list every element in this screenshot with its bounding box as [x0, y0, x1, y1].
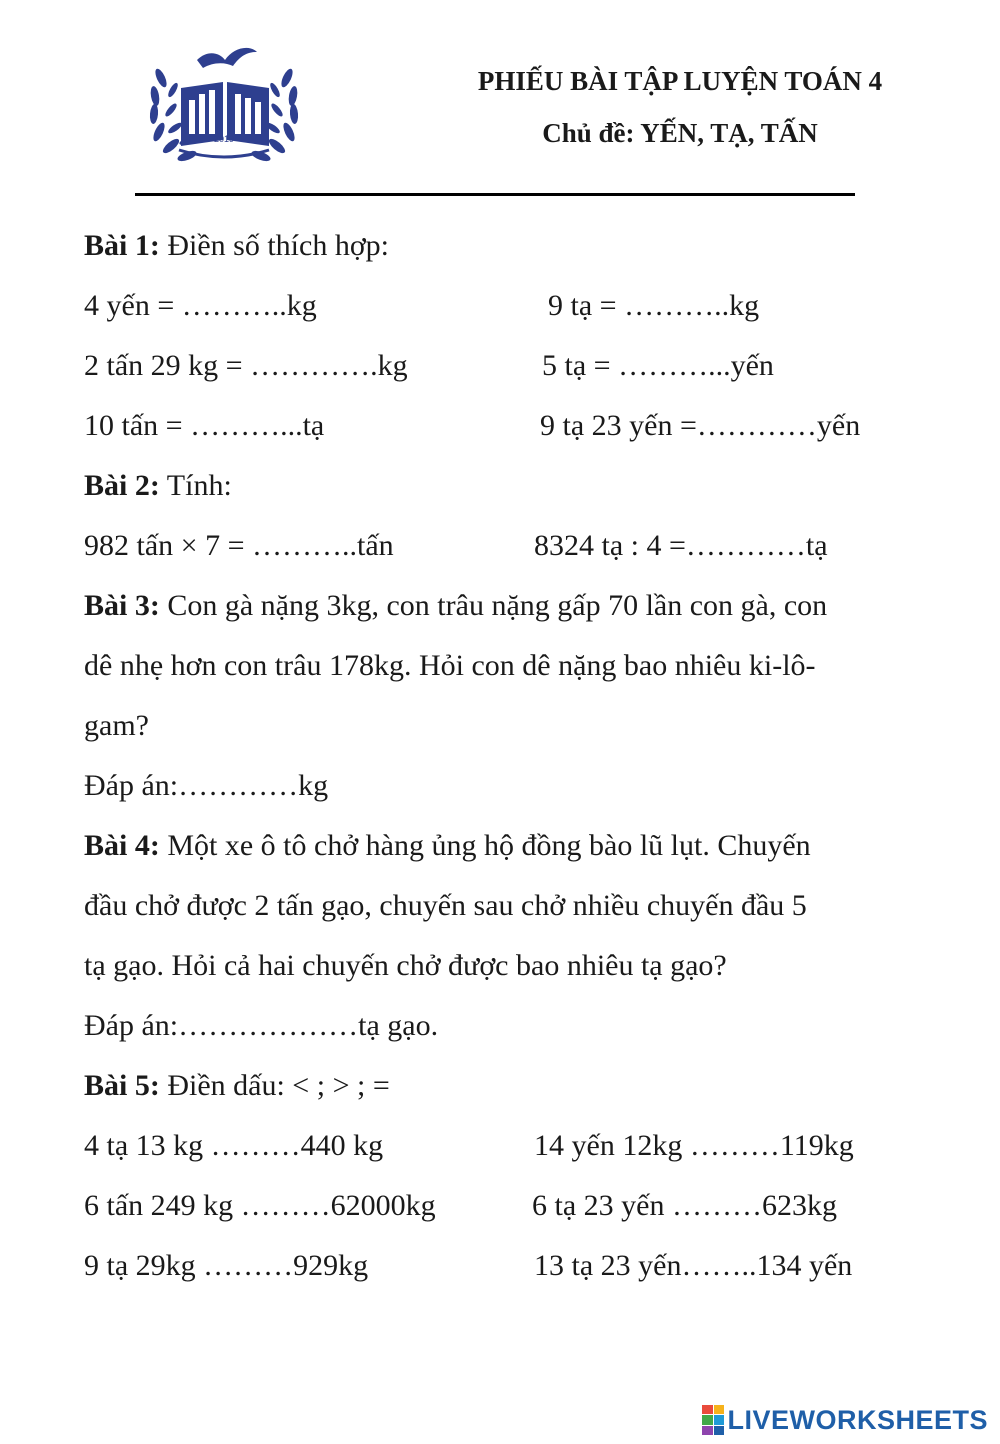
bai5-item: 9 tạ 29kg ………929kg — [84, 1249, 369, 1282]
page-title: PHIẾU BÀI TẬP LUYỆN TOÁN 4 — [477, 66, 883, 96]
liveworksheets-logo-icon — [702, 1405, 724, 1435]
bai5-item: 6 tạ 23 yến ………623kg — [532, 1189, 837, 1222]
bai1-item: 10 tấn = ………...tạ — [84, 409, 325, 442]
bai4-answer: Đáp án:………………tạ gạo. — [84, 1009, 439, 1042]
school-logo — [145, 38, 303, 170]
bai5-item: 4 tạ 13 kg ………440 kg — [84, 1129, 384, 1162]
bai1-item: 2 tấn 29 kg = ………….kg — [84, 349, 408, 382]
bai1-item: 9 tạ 23 yến =…………yến — [540, 409, 861, 442]
bai5-heading: Bài 5: Điền dấu: < ; > ; = — [84, 1069, 390, 1102]
bai4-line: tạ gạo. Hỏi cả hai chuyến chở được bao nhiêu tạ gạo? — [84, 949, 727, 982]
bai3-line: gam? — [84, 709, 149, 742]
bai1-item: 9 tạ = ………..kg — [548, 289, 760, 322]
logo-year: 2019 — [213, 134, 235, 144]
bai5-item: 13 tạ 23 yến……..134 yến — [534, 1249, 853, 1282]
bird-icon — [197, 48, 257, 68]
bai2-item: 8324 tạ : 4 =…………tạ — [534, 529, 828, 562]
bai3-line: dê nhẹ hơn con trâu 178kg. Hỏi con dê nặng bao nhiêu ki-lô- — [84, 649, 816, 682]
page-subtitle: Chủ đề: YẾN, TẠ, TẤN — [542, 118, 818, 148]
bai4-line: Bài 4: Một xe ô tô chở hàng ủng hộ đồng bào lũ lụt. Chuyến — [84, 829, 811, 862]
bai3-line: Bài 3: Con gà nặng 3kg, con trâu nặng gấp 70 lần con gà, con — [84, 589, 828, 622]
bai4-line: đầu chở được 2 tấn gạo, chuyến sau chở nhiều chuyến đầu 5 — [84, 889, 807, 922]
bai2-heading: Bài 2: Tính: — [84, 469, 232, 502]
bai1-heading: Bài 1: Điền số thích hợp: — [84, 229, 390, 262]
liveworksheets-watermark — [702, 1402, 988, 1438]
bai1-item: 5 tạ = ………...yến — [542, 349, 774, 382]
bai5-item: 14 yến 12kg ………119kg — [534, 1129, 854, 1162]
header-divider — [135, 193, 855, 196]
bai3-answer: Đáp án:…………kg — [84, 769, 329, 802]
bai2-item: 982 tấn × 7 = ………..tấn — [84, 529, 394, 562]
liveworksheets-text: LIVEWORKSHEETS — [727, 1404, 988, 1435]
bai5-item: 6 tấn 249 kg ………62000kg — [84, 1189, 436, 1222]
bai1-item: 4 yến = ………..kg — [84, 289, 317, 322]
